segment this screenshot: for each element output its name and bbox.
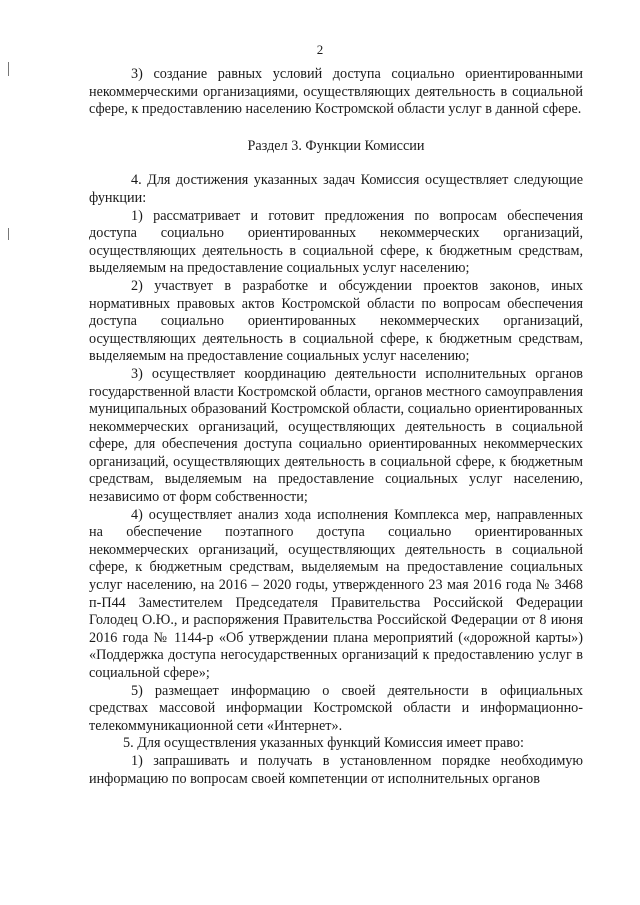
- section-title: Раздел 3. Функции Комиссии: [247, 137, 425, 154]
- paragraph: 2) участвует в разработке и обсуждении проектов законов, иных нормативных правовых актов Костромской области по вопросам обеспечения доступа социально ориентированных некоммерческих организаций, осуществляющих деятельность в социальной сфере, к бюджетным средствам, выделяемым на предоставление социальных услуг населению;: [89, 277, 583, 365]
- margin-mark: [8, 62, 9, 76]
- paragraph: 3) осуществляет координацию деятельности исполнительных органов государственной власти Костромской области, органов местного самоуправления муниципальных образований Костромской области, социально ориентированных некоммерческих организаций, осуществляющих деятельность в социальной сфере, для обеспечения доступа социально ориентированных некоммерческих организаций, осуществляющих деятельность в социальной сфере, к бюджетным средствам, выделяемым на предоставление социальных услуг населению, независимо от форм собственности;: [89, 365, 583, 506]
- page-number: 2: [316, 42, 324, 57]
- document-body: [89, 66, 583, 788]
- paragraph: 5. Для осуществления указанных функций Комиссия имеет право:: [123, 735, 524, 752]
- paragraph: 3) создание равных условий доступа социально ориентированными некоммерческими организациями, осуществляющих деятельность в социальной сфере, к предоставлению населению Костромской области услуг в данной сфере.: [89, 66, 583, 118]
- paragraph: 1) рассматривает и готовит предложения по вопросам обеспечения доступа социально ориентированных некоммерческих организаций, осуществляющих деятельность в социальной сфере, к бюджетным средствам, выделяемым на предоставление социальных услуг населению;: [89, 207, 583, 277]
- paragraph: 4. Для достижения указанных задач Комиссия осуществляет следующие функции:: [89, 172, 583, 206]
- paragraph: 5) размещает информацию о своей деятельности в официальных средствах массовой информации Костромской области и информационно-телекоммуникационной сети «Интернет».: [89, 682, 583, 734]
- margin-mark: [8, 228, 9, 240]
- paragraph: 4) осуществляет анализ хода исполнения Комплекса мер, направленных на обеспечение поэтапного доступа социально ориентированных некоммерческих организаций, осуществляющих деятельность в социальной сфере, к бюджетным средствам, выделяемым на предоставление социальных услуг населению, на 2016 – 2020 годы, утвержденного 23 мая 2016 года № 3468 п-П44 Заместителем Председателя Правительства Российской Федерации Голодец О.Ю., и распоряжения Правительства Российской Федерации от 8 июня 2016 года № 1144-р «Об утверждении плана мероприятий («дорожной карты») «Поддержка доступа негосударственных организаций к предоставлению услуг в социальной сфере»;: [89, 506, 583, 681]
- paragraph: 1) запрашивать и получать в установленном порядке необходимую информацию по вопросам своей компетенции от исполнительных органов: [89, 752, 583, 787]
